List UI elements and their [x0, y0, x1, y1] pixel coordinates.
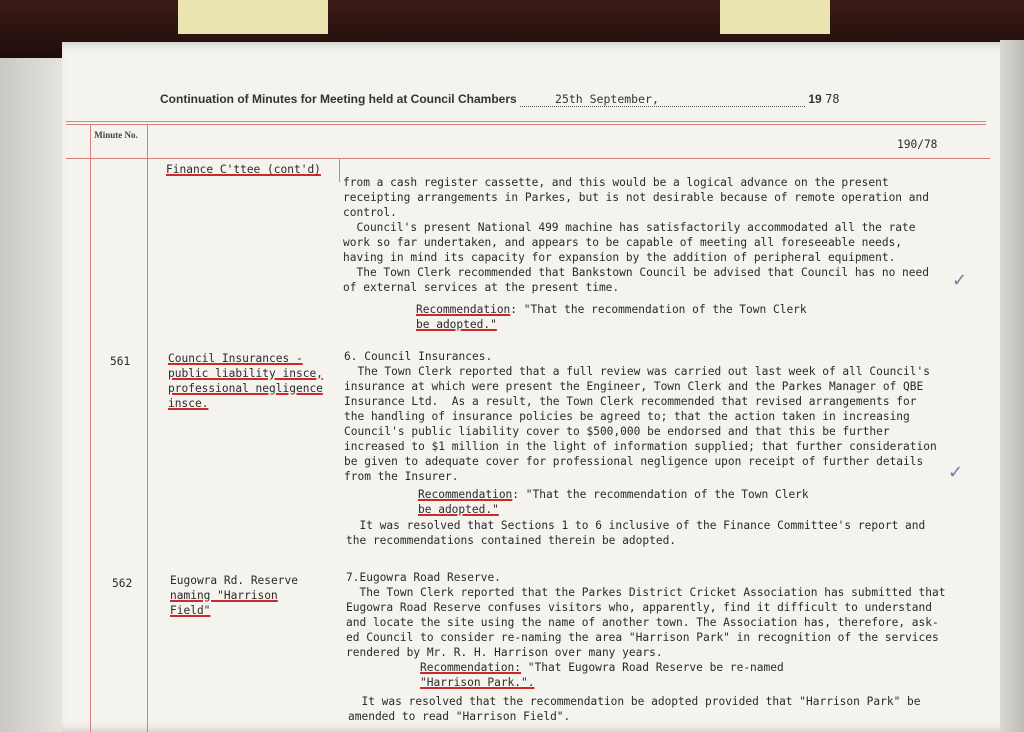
margin-rule: [90, 124, 91, 732]
insurances-resolution: [346, 518, 925, 548]
recommendation-label: Recommendation: [416, 303, 511, 316]
recommendation-cont: be adopted.": [418, 503, 499, 516]
insurances-body: [344, 349, 937, 484]
facing-page: [0, 58, 66, 732]
body-line: from the Insurer.: [344, 470, 459, 483]
insurances-recommendation: [418, 487, 809, 517]
minute-number-562: 562: [112, 577, 133, 590]
column-header-rule: [66, 158, 990, 159]
page-edge: [1000, 40, 1024, 732]
body-line: having in mind its capacity for expansion by the addition of peripheral equipment.: [343, 251, 896, 264]
recommendation-text: : "That the recommendation of the Town Clerk: [510, 303, 807, 316]
body-line: The Town Clerk reported that a full review was carried out last week of all Council's: [344, 365, 930, 378]
body-line: control.: [343, 206, 397, 219]
minute-number-561: 561: [110, 355, 131, 368]
side-label-line: insce.: [168, 397, 209, 410]
body-line: The Town Clerk reported that the Parkes District Cricket Association has submitted that: [346, 586, 946, 599]
year-suffix: 78: [825, 92, 840, 106]
side-label-line: Council Insurances -: [168, 352, 303, 365]
eugowra-body: [346, 570, 945, 660]
body-line: Eugowra Road Reserve confuses visitors who, apparently, find it difficult to understand: [346, 601, 932, 614]
tape-strip: [178, 0, 328, 34]
page-header: [160, 92, 840, 107]
body-line: The Town Clerk recommended that Bankstown Council be advised that Council has no need: [343, 266, 929, 279]
body-line: rendered by Mr. R. H. Harrison over many years.: [346, 646, 663, 659]
minute-no-label: Minute No.: [94, 130, 138, 140]
header-rule: [66, 124, 986, 125]
body-line: 6. Council Insurances.: [344, 350, 493, 363]
finance-side-label: Finance C'ttee (cont'd): [166, 163, 321, 176]
check-mark-icon: ✓: [952, 270, 968, 291]
eugowra-side-label: [170, 573, 298, 618]
body-line: of external services at the present time.: [343, 281, 620, 294]
body-line: Council's present National 499 machine has satisfactorily accommodated all the rate: [343, 221, 916, 234]
finance-recommendation: [416, 302, 807, 332]
side-label-line: public liability insce,: [168, 367, 323, 380]
recommendation-text: "That Eugowra Road Reserve be re-named: [521, 661, 784, 674]
year-prefix: 19: [808, 92, 822, 106]
header-rule: [66, 121, 986, 122]
body-line: be given to adequate cover for professional negligence upon receipt of further details: [344, 455, 924, 468]
column-rule: [339, 158, 340, 182]
resolution-line: the recommendations contained therein be adopted.: [346, 534, 677, 547]
body-line: ed Council to consider re-naming the area "Harrison Park" in recognition of the services: [346, 631, 939, 644]
body-line: work so far undertaken, and appears to be capable of meeting all foreseeable needs,: [343, 236, 903, 249]
margin-rule: [147, 124, 148, 732]
resolution-line: amended to read "Harrison Field".: [348, 710, 571, 723]
header-title: Continuation of Minutes for Meeting held at Council Chambers: [160, 92, 517, 106]
body-line: increased to $1 million in the light of information supplied; that further consideration: [344, 440, 937, 453]
side-label-line: Eugowra Rd. Reserve: [170, 574, 298, 587]
recommendation-text: : "That the recommendation of the Town Clerk: [512, 488, 809, 501]
insurances-side-label: [168, 351, 323, 411]
page-number: 190/78: [897, 138, 938, 151]
body-line: 7.Eugowra Road Reserve.: [346, 571, 501, 584]
check-mark-icon: ✓: [948, 462, 964, 483]
tape-strip: [720, 0, 830, 34]
eugowra-recommendation: [420, 660, 784, 690]
body-line: insurance at which were present the Engineer, Town Clerk and the Parkes Manager of QBE: [344, 380, 924, 393]
meeting-date: 25th September,: [520, 93, 805, 107]
body-line: Insurance Ltd. As a result, the Town Clerk recommended that revised arrangements for: [344, 395, 917, 408]
body-line: the handling of insurance policies be agreed to; that the action taken in increasing: [344, 410, 910, 423]
body-line: receipting arrangements in Parkes, but is not desirable because of remote operation and: [343, 191, 929, 204]
resolution-line: It was resolved that Sections 1 to 6 inclusive of the Finance Committee's report and: [346, 519, 926, 532]
resolution-line: It was resolved that the recommendation be adopted provided that "Harrison Park" be: [348, 695, 921, 708]
side-label-line: Field": [170, 604, 211, 617]
recommendation-cont: be adopted.": [416, 318, 497, 331]
body-line: and locate the site using the name of another town. The Association has, therefore, ask-: [346, 616, 939, 629]
side-label-line: professional negligence: [168, 382, 323, 395]
recommendation-label: Recommendation: [418, 488, 513, 501]
body-line: from a cash register cassette, and this would be a logical advance on the present: [343, 176, 889, 189]
eugowra-resolution: [348, 694, 921, 724]
recommendation-cont: "Harrison Park.".: [420, 676, 535, 689]
body-line: Council's public liability cover to $500,000 be endorsed and that this be further: [344, 425, 890, 438]
finance-body: [343, 175, 929, 295]
recommendation-label: Recommendation:: [420, 661, 522, 674]
side-label-line: naming "Harrison: [170, 589, 278, 602]
